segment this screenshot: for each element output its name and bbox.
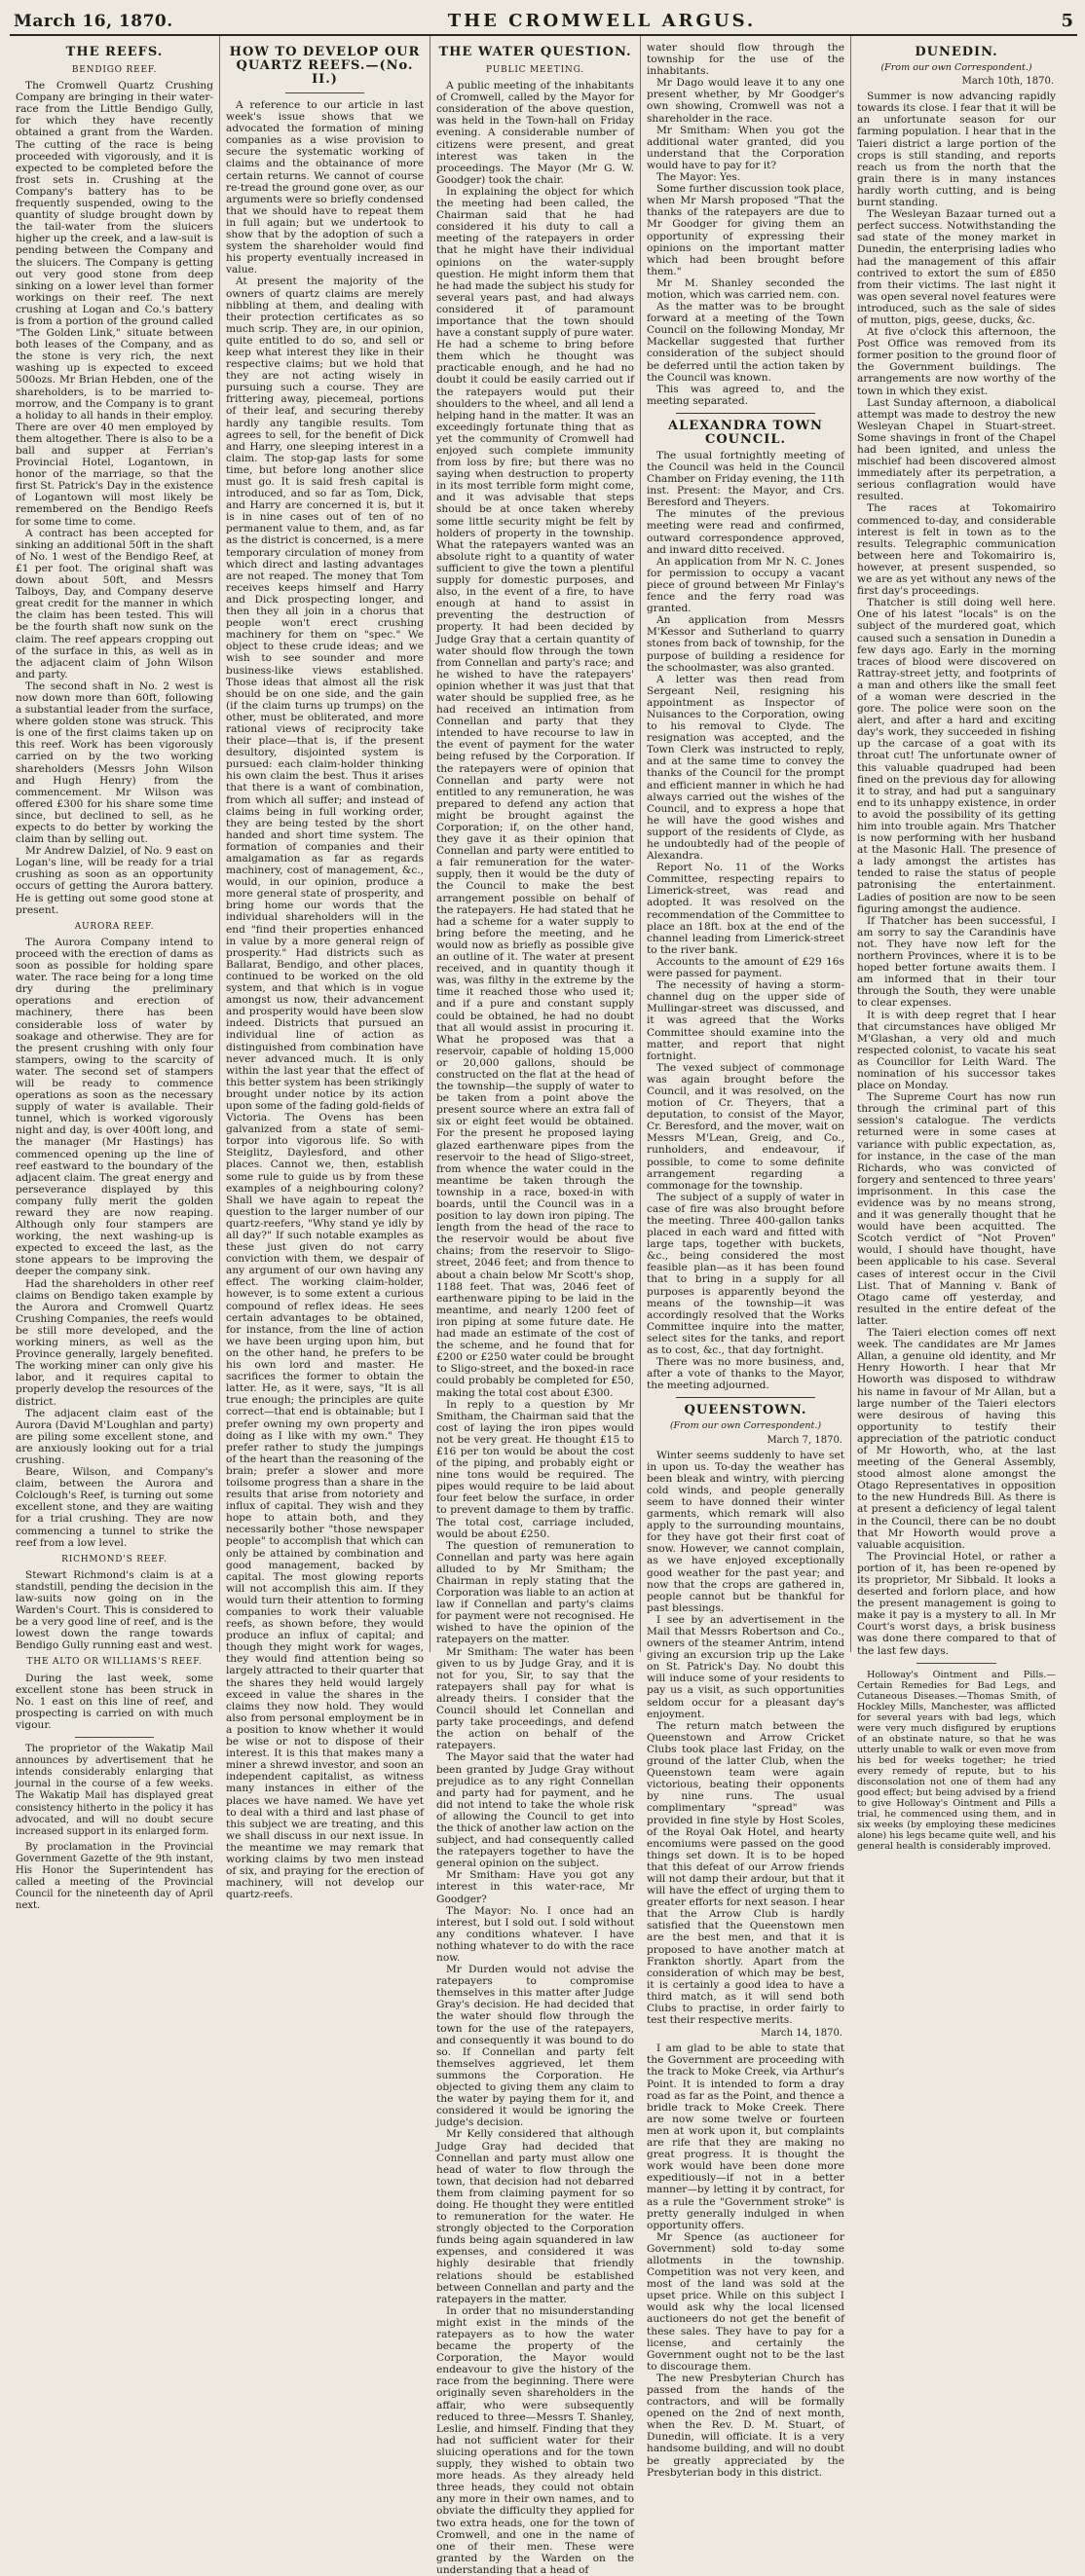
alexandra-council-headline: ALEXANDRA TOWN COUNCIL. (668, 418, 823, 447)
queenstown-headline: QUEENSTOWN. (684, 1403, 807, 1418)
article-paragraph: Mr Kelly considered that although Judge Gray had decided that Connellan and party must allow one head of water to flow through the town, that decision had not debarred them from claiming payment for so doing. He thought they were entitled to remuneration for the water. He strongly objected to the Corporation funds being again squandered in law expenses, and considered it was highly desirable that friendly relations should be established between Connellan and party and the ratepayers in the matter. (436, 2128, 634, 2305)
article-paragraph: The races at Tokomairiro commenced to-day, and considerable interest is felt in town as to the results. Telegraphic communication between here and Tokomairiro is, however, at present suspended, so we are as yet without any news of the first day's proceedings. (857, 502, 1056, 598)
divider (75, 1737, 154, 1738)
article-paragraph: It is with deep regret that I hear that circumstances have obliged Mr M'Glashan, a very old and much respected colonist, to vacate his seat as Councillor for Leith Ward. The nomination of his successor takes place on Monday. (857, 1009, 1056, 1092)
article-paragraph: The Provincial Hotel, or rather a portion of it, has been re-opened by its proprietor, Mr Sibbald. It looks a deserted and forlorn place, and how the present management is going to make it pay is a mystery to all. In Mr Court's worst days, a brisk business was done there compared to that of the last few days. (857, 1550, 1056, 1657)
article-paragraph: A public meeting of the inhabitants of Cromwell, called by the Mayor for consideration of the above question, was held in the Town-hall on Friday evening. A considerable number of citizens were present, and great interest was taken in the proceedings. The Mayor (Mr G. W. Goodger) took the chair. (436, 80, 634, 186)
article-paragraph: Mr Smitham: The water has been given to us by Judge Gray, and it is not for you, Sir, to say that the ratepayers shall pay for what is already theirs. I consider that the Council should let Connellan and party take proceedings, and defend the action on behalf of the ratepayers. (436, 1645, 634, 1752)
article-paragraph: There was no more business, and, after a vote of thanks to the Mayor, the meeting adjourned. (647, 1356, 844, 1392)
article-paragraph: The vexed subject of commonage was again brought before the Council, and it was resolved, on the motion of Cr. Theyers, that a deputation, to consist of the Mayor, Cr. Beresford, and the mover, wait on Messrs M'Lean, Greig, and Co., runholders, and endeavour, if possible, to come to some definite arrangement regarding a commonage for the township. (647, 1061, 844, 1192)
article-paragraph: A letter was then read from Sergeant Neil, resigning his appointment as Inspector of Nuisances to the Corporation, owing to his removal to Clyde. The resignation was accepted, and the Town Clerk was instructed to reply, and at the same time to convey the thanks of the Council for the prompt and efficient manner in which he had always carried out the wishes of the Council, and to express a hope that he will have the good wishes and support of the residents of Clyde, as he undoubtedly had of the people of Alexandra. (647, 673, 844, 863)
reefs-headline: THE REEFS. (65, 45, 164, 59)
article-paragraph: The new Presbyterian Church has passed from the hands of the contractors, and will be formally opened on the 2nd of next month, when the Rev. D. M. Stuart, of Dunedin, will officiate. It is a very handsome building, and will no doubt be greatly appreciated by the Presbyterian body in this district. (647, 2372, 844, 2479)
issue-date: March 16, 1870. (14, 12, 173, 31)
article-paragraph: I am glad to be able to state that the Government are proceeding with the track to Moke Creek, via Arthur's Point. It is intended to form a dray road as far as the Point, and thence a bridle track to Moke Creek. There are now some twelve or fourteen men at work upon it, but complaints are rife that they are making no great progress. It is thought the work would have been done more expeditiously—if not in a better manner—by letting it by contract, for as a rule the "Government stroke" is pretty generally indulged in when opportunity offers. (647, 2042, 844, 2231)
article-paragraph: This was agreed to, and the meeting separated. (647, 383, 844, 407)
article-paragraph: The subject of a supply of water in case of fire was also brought before the meeting. Three 400-gallon tanks placed in each ward and fitted with large taps, together with buckets, &c., being considered the most feasible plan—as it has been found that to bring in a supply for all purposes is apparently beyond the means of the township—it was accordingly resolved that the Works Committee inquire into the matter, select sites for the tanks, and report as to cost, &c., that day fortnight. (647, 1191, 844, 1357)
article-paragraph: Beare, Wilson, and Company's claim, between the Aurora and Colclough's Reef, is turning out some excellent stone, and they are waiting for a trial crushing. They are now commencing a tunnel to strike the reef from a low level. (16, 1466, 213, 1549)
article-paragraph: The Mayor: No. I once had an interest, but I sold out. I sold without any conditions whatever. I have nothing whatever to do with the race now. (436, 1904, 634, 1964)
alto-reef-heading: THE ALTO OR WILLIAMS'S REEF. (26, 1657, 203, 1668)
masthead (10, 6, 1077, 36)
dateline: March 14, 1870. (761, 2028, 842, 2040)
article-paragraph: At five o'clock this afternoon, the Post Office was removed from its former position to the ground floor of the Government buildings. The arrangements are now worthy of the town in which they exist. (857, 326, 1056, 397)
article-paragraph: The question of remuneration to Connellan and party was here again alluded to by Mr Smitham; the Chairman in reply stating that the Corporation was liable to an action at law if Connellan and party's claims for payment were not recognised. He wished to have the opinion of the ratepayers on the matter. (436, 1539, 634, 1646)
article-paragraph: Mr Smitham: When you got the additional water granted, did you understand that the Corporation would have to pay for it? (647, 124, 844, 171)
article-paragraph: Report No. 11 of the Works Committee, respecting repairs to Limerick-street, was read and adopted. It was resolved on the recommendation of the Committee to place an 18ft. box at the end of the channel leading from Limerick-street to the river bank. (647, 862, 844, 956)
article-paragraph: Stewart Richmond's claim is at a standstill, pending the decision in the law-suits now going on in the Warden's Court. This is considered to be a very good line of reef, and is the lowest down the range towards Bendigo Gully running east and west. (16, 1568, 213, 1652)
article-paragraph: The Wesleyan Bazaar turned out a perfect success. Notwithstanding the sad state of the money market in Dunedin, the enterprising ladies who had the management of this affair contrived to extort the sum of £850 from their victims. The last night it was open several novel features were introduced, such as the sale of sides of mutton, pigs, geese, ducks, &c. (857, 208, 1056, 326)
divider (676, 413, 814, 414)
article-paragraph: I see by an advertisement in the Mail that Messrs Robertson and Co., owners of the steamer Antrim, intend giving an excursion trip up the Lake on St. Patrick's Day. No doubt this will induce some of your residents to pay us a visit, as such opportunities seldom occur for a pleasant day's enjoyment. (647, 1613, 844, 1720)
article-paragraph: The Mayor: Yes. (656, 171, 741, 184)
article-paragraph: Mr Smitham: Have you got any interest in this water-race, Mr Goodger? (436, 1869, 634, 1905)
dateline: March 10th, 1870. (961, 76, 1054, 88)
article-paragraph: The necessity of having a storm-channel dug on the upper side of Mullingar-street was discussed, and it was agreed that the Works Committee should examine into the matter, and report that night fortnight. (647, 979, 844, 1062)
article-paragraph: Winter seems suddenly to have set in upon us. To-day the weather has been bleak and wintry, with piercing cold winds, and people generally seem to have donned their winter garments, which remark will also apply to the surrounding mountains, for they have got their first coat of snow. However, we cannot complain, as we have enjoyed exceptionally good weather for the past year; and now that the crops are gathered in, people cannot but be thankful for past blessings. (647, 1449, 844, 1614)
article-paragraph: Accounts to the amount of £29 16s were passed for payment. (647, 955, 844, 980)
advertisement-paragraph: Holloway's Ointment and Pills.—Certain Remedies for Bad Legs, and Cutaneous Diseases.—Thomas Smith, of Hockley Mills, Manchester, was afflicted for several years with bad legs, which were very much disfigured by eruptions of an obstinate nature, so that he was utterly unable to walk or even move from his bed for weeks together; he tried every remedy of repute, but to his disconsolation not one of them had any good effect; but being advised by a friend to give Holloway's Ointment and Pills a trial, he commenced using them, and in six weeks (by employing these medicines alone) his legs became quite well, and his general health is considerably improved. (857, 1669, 1056, 1852)
correspondent-byline: (From our own Correspondent.) (669, 1420, 822, 1432)
article-paragraph: Last Sunday afternoon, a diabolical attempt was made to destroy the new Wesleyan Chapel in Stuart-street. Some shavings in front of the Chapel had been ignited, and unless the mischief had been discovered almost immediately after its perpetration, a serious conflagration would have resulted. (857, 396, 1056, 503)
correspondent-byline: (From our own Correspondent.) (880, 62, 1032, 73)
notice-paragraph: By proclamation in the Provincial Government Gazette of the 9th instant, His Honor the Superintendent has called a meeting of the Provincial Council for the nineteenth day of April next. (16, 1841, 213, 1912)
notice-paragraph: The proprietor of the Wakatip Mail announces by advertisement that he intends considerably enlarging that journal in the course of a few weeks. The Wakatip Mail has displayed great consistency hitherto in the policy it has advocated, and will no doubt secure increased support in its enlarged form. (16, 1744, 213, 1837)
article-paragraph: The second shaft in No. 2 west is now down more than 60ft, following a substantial leader from the surface, where golden stone was struck. This is one of the first claims taken up on this reef. Work has been vigorously carried on by the two working shareholders (Messrs John Wilson and Hugh Henry) from the commencement. Mr Wilson was offered £300 for his share some time since, but declined to sell, as he expects to do better by working the claim than by selling out. (16, 680, 213, 846)
column-1 (10, 36, 220, 1912)
article-paragraph: A contract has been accepted for sinking an additional 50ft in the shaft of No. 1 west of the Bendigo Reef, at £1 per foot. The original shaft was down about 50ft, and Messrs Talboys, Day, and Company deserve great credit for the manner in which the claim has been tested. This will be the fourth shaft now sunk on the claim. The reef appears cropping out of the surface in this, as well as in the adjacent claim of John Wilson and party. (16, 527, 213, 681)
article-paragraph: The adjacent claim east of the Aurora (David M'Loughlan and party) are piling some excellent stone, and are anxiously looking out for a trial crushing. (16, 1407, 213, 1466)
article-paragraph: The Cromwell Quartz Crushing Company are bringing in their water-race from the Little Bendigo Gully, for which they have recently obtained a grant from the Warden. The cutting of the race is being proceeded with vigorously, and it is expected to be completed before the frost sets in. Crushing at the Company's battery has to be frequently suspended, owing to the quantity of sludge brought down by the tail-water from the sluicers higher up the creek, and a law-suit is pending between the Company and the sluicers. The Company is getting out very good stone from deep sinking on a lower level than former workings on their reef. The next crushing at Logan and Co.'s battery is from a portion of the ground called "The Golden Link," situate between both leases of the Company, and as the stone is very rich, the next washing up is expected to exceed 500ozs. Mr Brian Hebden, one of the shareholders, is to be married to-morrow, and the Company is to grant a holiday to all hands in their employ. There are over 40 men employed by them altogether. There is also to be a ball and supper at Ferrian's Provincial Hotel, Logantown, in honor of the marriage, so that the first St. Patrick's Day in the existence of Logantown will most likely be remembered on the Bendigo Reefs for some time to come. (16, 80, 213, 528)
aurora-reef-heading: AURORA REEF. (74, 921, 155, 932)
article-paragraph: Mr Andrew Dalziel, of No. 9 east on Logan's line, will be ready for a trial crushing as soon as an opportunity occurs of getting the Aurora battery. He is getting out some good stone at present. (16, 845, 213, 916)
article-paragraph: Mr M. Shanley seconded the motion, which was carried nem. con. (647, 276, 844, 301)
article-paragraph: Some further discussion took place, when Mr Marsh proposed "That the thanks of the ratepayers are due to Mr Goodger for giving them an opportunity of expressing their opinions on the important matter which had been brought before them." (647, 183, 844, 277)
columns (10, 36, 1077, 2576)
column-2 (220, 36, 430, 1901)
public-meeting-subhead: PUBLIC MEETING. (486, 65, 584, 75)
article-paragraph: A reference to our article in last week's issue shows that we advocated the formation of mining companies as a wise provision to secure the systematic working of claims and the obtainance of more certain returns. We cannot of course re-tread the ground gone over, as our arguments were so briefly condensed that we should have to repeat them in full again; but we undertook to show that by the adoption of such a system the shareholder would find his property eventually increased in value. (226, 99, 424, 276)
article-paragraph: Summer is now advancing rapidly towards its close. I fear that it will be an unfortunate season for our farming population. I hear that in the Taieri district a large portion of the crops is still standing, and reports reach us from the north that the grain there is in many instances hardly worth cutting, and is being burnt standing. (857, 91, 1056, 209)
dunedin-headline: DUNEDIN. (915, 45, 998, 59)
column-5 (851, 36, 1062, 1852)
divider (917, 1663, 996, 1664)
article-paragraph: The Mayor said that the water had been granted by Judge Gray without prejudice as to any right Connellan and party had for payment, and he did not intend to take the whole risk of allowing the Council to get into the thick of another law action on the subject, and had consequently called the ratepayers together to have the general opinion on the subject. (436, 1751, 634, 1870)
column-4 (641, 36, 851, 2479)
article-paragraph: water should flow through the township for the use of the inhabitants. (647, 42, 844, 78)
article-paragraph: If Thatcher has been successful, I am sorry to say the Carandinis have not. They have now left for the northern Provinces, where it is to be hoped better fortune awaits them. I am informed that in their tour through the South, they were unable to clear expenses. (857, 914, 1056, 1010)
article-paragraph: The minutes of the previous meeting were read and confirmed, outward correspondence approved, and inward ditto received. (647, 508, 844, 556)
column-3 (430, 36, 641, 2576)
divider (676, 1397, 814, 1398)
article-paragraph: In order that no misunderstanding might exist in the minds of the ratepayers as to how the water became the property of the Corporation, the Mayor would endeavour to give the history of the race from the beginning. There were originally seven shareholders in the affair, who were subsequently reduced to three—Messrs T. Shanley, Leslie, and himself. Finding that they had not sufficient water for their sluicing operations and for the town supply, they wished to obtain two more heads. As they already held three heads, they could not obtain any more in their own names, and to obviate the difficulty they applied for two extra heads, one for the town of Cromwell, and one in the name of one of their men. These were granted by the Warden on the understanding that a head of (436, 2304, 634, 2576)
article-paragraph: At present the majority of the owners of quartz claims are merely nibbling at them, and dealing with their protection certificates as so much scrip. They are, in our opinion, quite entitled to do so, and sell or keep what interest they like in their respective claims; but we hold that they are not acting wisely in pursuing such a course. They are frittering away, piecemeal, portions of their leaf, and securing thereby hardly any tangible results. Tom agrees to sell, for the benefit of Dick and Harry, one sleeping interest in a claim. The stop-gap lasts for some time, but before long another slice must go. It is said fresh capital is introduced, and so far as Tom, Dick, and Harry are concerned it is, but it is in nine cases out of ten of no permanent value to them, and, as far as the district is concerned, is a mere temporary circulation of money from which direct and lasting advantages are not reaped. The money that Tom receives keeps himself and Harry and Dick prospecting longer, and then they all join in a chorus that people won't erect crushing machinery for them on "spec." We object to these crude ideas; and we wish to see sounder and more business-like views established. Those ideas that almost all the risk should be on one side, and the gain (if the claim turns up trumps) on the other, must be obliterated, and more rational views of reciprocity take their place—that is, if the present desultory, disjointed system is pursued: each claim-holder thinking his own claim the best. Thus it arises that there is a want of combination, from which all suffer; and instead of claims being in full working order, they are being tested by the short handed and short time system. The formation of companies and their amalgamation as far as regards machinery, cost of management, &c., would, in our opinion, produce a more general state of prosperity, and bring home our words that the individual shareholders will in the end "find their properties enhanced in value by a more general reign of prosperity." Had districts such as Ballarat, Bendigo, and other places, continued to be worked on the old system, and that which is in vogue amongst us now, their advancement and prosperity would have been slow indeed. Districts that pursued an individual line of action as distinguished from combination have never advanced much. It is only within the last year that the effect of this better system has been strikingly brought under notice by its action upon some of the fading gold-fields of Victoria. The Ovens has been galvanized from a state of semi-torpor into vigorous life. So with Steiglitz, Daylesford, and other places. Cannot we, then, establish some rule to guide us by from these examples of a neighbouring colony? Shall we have again to repeat the question to the larger number of our quartz-reefers, "Why stand ye idly by all day?" If such notable examples as these just given do not carry conviction with them, we despair of any argument of our own having any effect. The working claim-holder, however, is to some extent a curious compound of reflex ideas. He sees certain advantages to be obtained, for instance, from the line of action we have been urging upon him, but on the other hand, he prefers to be his own lord and master. He sacrifices the former to obtain the latter. He, as it were, says, "It is all true enough; the principles are quite correct—that end is obtainable; but I prefer owning my own property and doing as I like with my own." They prefer rather to study the jumpings of the heart than the reasoning of the brain; prefer a slower and more toilsome progress than a share in the results that arise from notoriety and influx of capital. They wish and they hope to attain both, and they necessarily bother "those newspaper people" to accomplish that which can only be attained by combination and good management, backed by capital. The most glowing reports will not accomplish this aim. If they would turn their attention to forming companies to work their valuable reefs, as shown before, they would produce an influx of capital; and though they might work for wages, they would find attention being so largely attracted to their quarter that the shares they held would largely exceed in value the shares in the claims they now hold. They would also from personal employment be in a position to know whether it would be wise or not to dispose of their interest. It is this that makes many a miner a shrewd investor, and soon an independent capitalist, as witness many instances in either of the places we have named. We have yet to deal with a third and last phase of this subject we are treating, and this we shall discuss in our next issue. In the meantime we may remark that working claims by two men instead of six, and praying for the erection of machinery, will not develop our quartz-reefs. (226, 276, 424, 1901)
newspaper-title: THE CROMWELL ARGUS. (447, 11, 757, 31)
dateline: March 7, 1870. (767, 1434, 842, 1446)
richmonds-reef-heading: RICHMOND'S REEF. (61, 1554, 168, 1564)
article-paragraph: An application from Messrs M'Kessor and Sutherland to quarry stones from back of township, for the purpose of building a residence for the schoolmaster, was also granted. (647, 614, 844, 674)
article-paragraph: The Taieri election comes off next week. The candidates are Mr James Allan, a genuine old identity, and Mr Henry Howorth. I hear that Mr Howorth was disposed to withdraw his name in favour of Mr Allan, but a large number of the Taieri electors were desirous of having this opportunity to testify their appreciation of the patriotic conduct of Mr Howorth, who, at the last meeting of the General Assembly, stood almost alone amongst the Otago Representatives in opposition to the new Hundreds Bill. As there is at present a deficiency of legal talent in the Council, there can be no doubt that Mr Howorth would prove a valuable acquisition. (857, 1327, 1056, 1551)
divider (285, 92, 364, 93)
water-question-headline: THE WATER QUESTION. (438, 45, 632, 59)
article-paragraph: Mr Dago would leave it to any one present whether, by Mr Goodger's own showing, Cromwell was not a shareholder in the race. (647, 77, 844, 125)
article-paragraph: An application from Mr N. C. Jones for permission to occupy a vacant piece of ground between Mr Finlay's fence and the ferry road was granted. (647, 555, 844, 615)
page-number: 5 (1061, 11, 1073, 31)
article-paragraph: In explaining the object for which the meeting had been called, the Chairman said that he had considered it his duty to call a meeting of the ratepayers in order that he might have their individual opinions on the water-supply question. He might inform them that he had made the subject his study for several years past, and had always considered it of paramount importance that the town should have a constant supply of pure water. He had a scheme to bring before them which he thought was practicable enough, and he had no doubt it could be easily carried out if the ratepayers would put their shoulders to the wheel, and all lend a helping hand in the matter. It was an exceedingly fortunate thing that as yet the community of Cromwell had enjoyed such complete immunity from loss by fire; but there was no saying when destruction to property in its most terrible form might come, and it was advisable that steps should be at once taken whereby some little security might be felt by holders of property in the township. What the ratepayers wanted was an absolute right to a quantity of water sufficient to give the town a plentiful supply for domestic purposes, and also, in the event of a fire, to have enough at hand to assist in preventing the destruction of property. It had been decided by Judge Gray that a certain quantity of water should flow through the town from Connellan and party's race; and he wished to have the ratepayers' opinion whether it was just that that water should be supplied free, as he had received an intimation from Connellan and party that they intended to have recourse to law in the event of payment for the water being refused by the Corporation. If the ratepayers were of opinion that Connellan and party were not entitled to any remuneration, he was prepared to defend any action that might be brought against the Corporation; if, on the other hand, they gave it as their opinion that Connellan and party were entitled to a fair remuneration for the water-supply, then it would be the duty of the Council to make the best arrangement possible on behalf of the ratepayers. He had stated that he had a scheme for a water supply to bring before the meeting, and he would now as briefly as possible give an outline of it. The water at present received, and in quantity though it was, was filthy in the extreme by the time it reached those who used it; and if a pure and constant supply could be obtained, he had no doubt that all would assist in procuring it. What he proposed was that a reservoir, capable of holding 15,000 or 20,000 gallons, should be constructed on the flat at the head of the township—the supply of water to be taken from a point above the present source where an extra fall of six or eight feet would be obtained. For the present he proposed laying glazed earthenware pipes from the reservoir to the head of Sligo-street, from whence the water could in the meantime be taken through the township in a race, boxed-in with boards, until the Council was in a position to lay down iron piping. The length from the head of the race to the reservoir would be about five chains; from the reservoir to Sligo-street, 2046 feet; and from thence to about a chain below Mr Scott's shop, 1188 feet. That was, 2046 feet of earthenware piping to be laid in the meantime, and nearly 1200 feet of iron piping at some future date. He had made an estimate of the cost of the scheme, and he found that for £200 or £250 water could be brought to Sligo-street, and the boxed-in race could probably be completed for £50, making the total cost about £300. (436, 185, 634, 1399)
article-paragraph: The Supreme Court has now run through the criminal part of this session's catalogue. The verdicts returned were in some cases at variance with public expectation, as, for instance, in the case of the man Richards, who was convicted of forgery and sentenced to three years' imprisonment. In this case the evidence was by no means strong, and it was generally thought that he would have been acquitted. The Scotch verdict of "Not Proven" would, I should have thought, have been applicable to his case. Several cases of interest occur in the Civil List. That of Manning v. Bank of Otago came off yesterday, and resulted in the entire defeat of the latter. (857, 1091, 1056, 1327)
quartz-reefs-headline: HOW TO DEVELOP OUR QUARTZ REEFS.—(No. II.) (229, 45, 421, 87)
article-paragraph: Thatcher is still doing well here. One of his latest "locals" is on the subject of the murdered goat, which caused such a sensation in Dunedin a few days ago. Early in the morning traces of blood were discovered on Rattray-street jetty, and footprints of a man and others like the small feet of a woman were descried in the gore. The police were soon on the alert, and after a hard and exciting day's work, they succeeded in fishing up the carcase of a goat with its throat cut! The unfortunate owner of this valuable quadruped had been fined on the previous day for allowing it to stray, and had put a sanguinary end to its unhappy existence, in order to avoid the possibility of its getting him into trouble again. Mrs Thatcher is now performing with her husband at the Masonic Hall. The presence of a lady amongst the artistes has tended to raise the status of people patronising the entertainment. Ladies of position are now to be seen figuring amongst the audience. (857, 597, 1056, 915)
article-paragraph: The usual fortnightly meeting of the Council was held in the Council Chamber on Friday evening, the 11th inst. Present: the Mayor, and Crs. Beresford and Theyers. (647, 449, 844, 509)
article-paragraph: As the matter was to be brought forward at a meeting of the Town Council on the following Monday, Mr Mackellar suggested that further consideration of the subject should be deferred until the action taken by the Council was known. (647, 301, 844, 384)
article-paragraph: Had the shareholders in other reef claims on Bendigo taken example by the Aurora and Cromwell Quartz Crushing Companies, the reefs would be still more developed, and the working miners, as well as the Province generally, largely benefited. The working miner can only give his labor, and it requires capital to properly develop the resources of the district. (16, 1277, 213, 1408)
article-paragraph: The return match between the Queenstown and Arrow Cricket Clubs took place last Friday, on the ground of the latter Club, when the Queenstown team were again victorious, beating their opponents by nine runs. The usual complimentary "spread" was provided in fine style by Host Scoles, of the Royal Oak Hotel, and hearty encomiums were passed on the good things set down. It is to be hoped that this defeat of our Arrow friends will not damp their ardour, but that it will have the effect of urging them to greater efforts for next season. I hear that the Arrow Club is hardly satisfied that the Queenstown men are the best men, and that it is proposed to have another match at Frankton shortly. Apart from the consideration of which may be best, it is certainly a good idea to have a third match, as it will send both Clubs to practise, in order fairly to test their respective merits. (647, 1719, 844, 2027)
article-paragraph: During the last week, some excellent stone has been struck in No. 1 east on this line of reef, and prospecting is carried on with much vigour. (16, 1672, 213, 1731)
article-paragraph: In reply to a question by Mr Smitham, the Chairman said that the cost of laying the iron pipes would not be very great. He thought £15 to £16 per ton would be about the cost of the piping, and probably eight or nine tons would be required. The pipes would require to be laid about four feet below the surface, in order to prevent damage to them by traffic. The total cost, carriage included, would be about £250. (436, 1398, 634, 1540)
article-paragraph: The Aurora Company intend to proceed with the erection of dams as soon as possible for holding spare water. The race being for a long time dry during the preliminary operations and erection of machinery, there has been considerable loss of water by soakage and otherwise. They are for the present crushing with only four stampers, owing to the scarcity of water. The second set of stampers will be ready to commence operations as soon as the necessary supply of water is available. Their tunnel, which is worked vigorously night and day, is over 400ft long, and the manager (Mr Hastings) has commenced opening up the line of reef eastward to the boundary of the adjacent claim. The great energy and perseverance displayed by this company fully merit the golden reward they are now reaping. Although only four stampers are working, the next washing-up is expected to exceed the last, as the stone appears to be improving the deeper the company sink. (16, 936, 213, 1278)
bendigo-reef-heading: BENDIGO REEF. (71, 65, 158, 75)
article-paragraph: Mr Spence (as auctioneer for Government) sold to-day some allotments in the township. Competition was not very keen, and most of the land was sold at the upset price. While on this subject I would ask why the local licensed auctioneers do not get the benefit of these sales. They have to pay for a license, and certainly the Government ought not to be the last to discourage them. (647, 2230, 844, 2373)
article-paragraph: Mr Durden would not advise the ratepayers to compromise themselves in this matter after Judge Gray's decision. He had decided that the water should flow through the town for the use of the ratepayers, and consequently it was bound to do so. If Connellan and party felt themselves aggrieved, let them summons the Corporation. He objected to giving them any claim to the water by paying them for it, and considered it would be ignoring the judge's decision. (436, 1964, 634, 2129)
